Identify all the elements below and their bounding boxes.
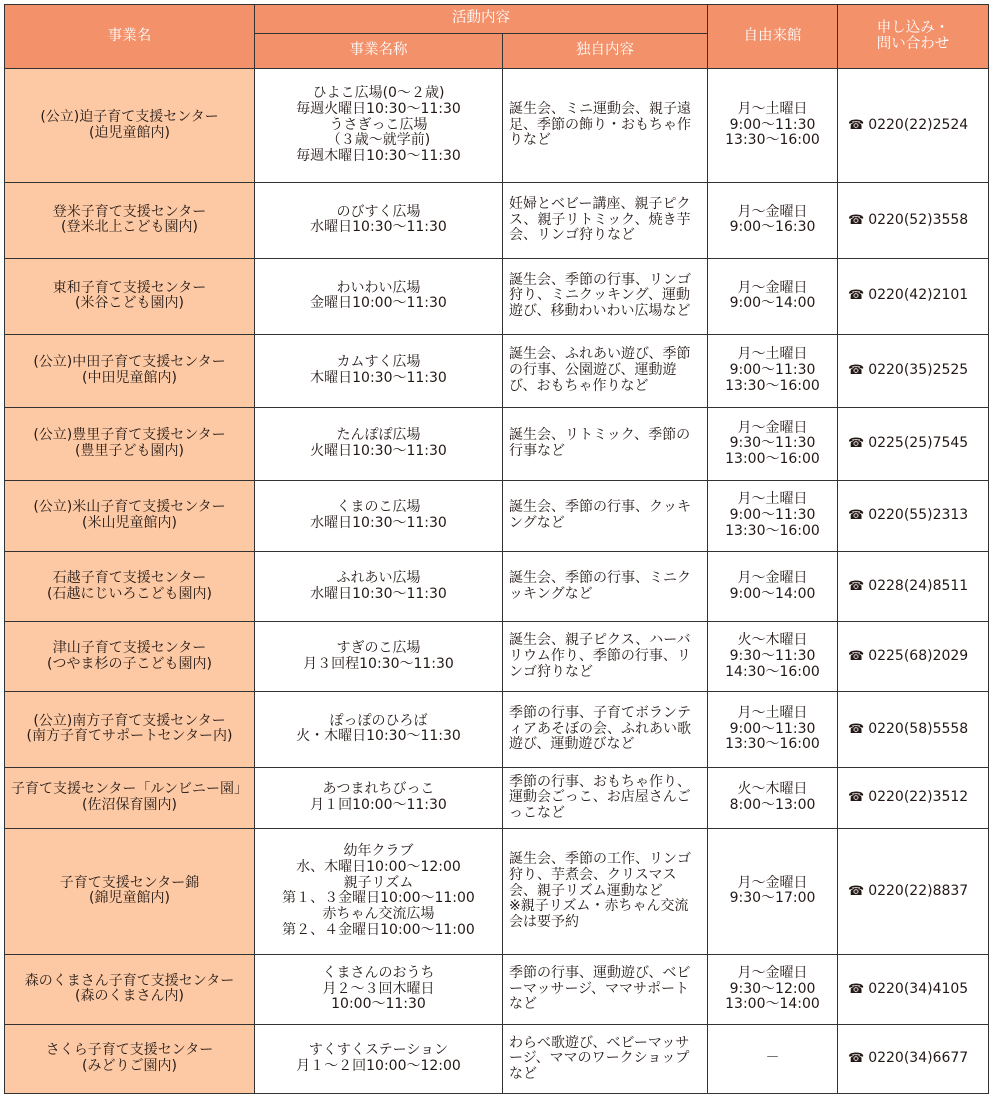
visit-hours-cell-line: 9:30～12:00 <box>729 980 816 997</box>
visit-hours-cell <box>708 692 838 768</box>
visit-hours-cell-line: 月～金曜日 <box>737 874 808 891</box>
phone-icon: ☎ <box>848 117 865 133</box>
phone-number: 0220(42)2101 <box>868 287 969 304</box>
org-name-cell-line: (公立)米山子育て支援センター <box>33 499 226 516</box>
visit-hours-cell-line: 月～金曜日 <box>737 419 808 436</box>
content-cell-line: 誕生会、ミニ運動会、親子遠足、季節の飾り・おもちゃ作りなど <box>509 101 691 149</box>
org-name-cell-line: 登米子育て支援センター <box>52 203 207 220</box>
visit-hours-cell-line: 13:30～16:00 <box>725 132 820 149</box>
org-name-cell-line: (みどりご園内) <box>82 1058 177 1075</box>
org-name-cell-line: (公立)南方子育て支援センター <box>33 712 226 729</box>
phone-number: 0220(55)2313 <box>868 507 969 523</box>
org-name-cell <box>5 692 255 768</box>
program-cell-line: すぎのこ広場 <box>336 640 421 657</box>
phone-number: 0220(35)2525 <box>868 362 969 379</box>
org-name-cell-line: (中田児童館内) <box>82 369 177 386</box>
visit-hours-cell-line: 月～土曜日 <box>737 491 808 508</box>
visit-hours-cell-line: 火～木曜日 <box>737 781 808 798</box>
org-name-cell-line: (登米北上こども園内) <box>61 219 198 236</box>
program-cell <box>255 1025 503 1094</box>
org-name-cell-line: 子育て支援センター錦 <box>59 874 200 891</box>
content-cell <box>503 1025 708 1094</box>
program-cell-line: うさぎっこ広場 <box>329 116 428 133</box>
program-cell-line: 第１、３金曜日10:00～11:00 <box>282 890 475 907</box>
phone-icon: ☎ <box>848 790 865 806</box>
org-name-cell-line: (石越にじいろこども園内) <box>47 585 212 602</box>
table-row <box>5 829 989 954</box>
visit-hours-cell-line: 月～土曜日 <box>737 704 808 721</box>
content-cell <box>503 551 708 622</box>
program-cell-line: 水曜日10:30～11:30 <box>310 219 447 236</box>
content-cell-line: 妊婦とベビー講座、親子ピクス、親子リトミック、焼き芋会、リンゴ狩りなど <box>509 195 691 244</box>
content-cell-line: 季節の行事、運動遊び、ベビーマッサージ、ママサポートなど <box>509 964 691 1013</box>
visit-hours-cell-line: 月～金曜日 <box>737 279 808 296</box>
org-name-cell-line: 津山子育て支援センター <box>52 640 207 657</box>
visit-hours-cell-line: 月～土曜日 <box>737 346 808 363</box>
content-cell-line: 誕生会、季節の行事、ミニクッキングなど <box>509 569 691 602</box>
org-name-cell-line: 東和子育て支援センター <box>52 279 207 296</box>
visit-hours-cell-line: 13:00～14:00 <box>725 996 820 1013</box>
program-cell-line: 赤ちゃん交流広場 <box>322 906 435 923</box>
table-row <box>5 954 989 1025</box>
table-row <box>5 183 989 259</box>
visit-hours-cell-line: 13:30～16:00 <box>725 377 820 394</box>
support-center-schedule-table <box>4 4 989 1094</box>
visit-hours-cell-line: 9:00～11:30 <box>729 362 816 379</box>
contact-cell <box>838 481 989 552</box>
visit-hours-cell <box>708 829 838 954</box>
contact-header-line: 問い合わせ <box>876 35 950 52</box>
visit-hours-cell-line: 13:00～16:00 <box>725 450 820 467</box>
org-name-cell-line: 子育て支援センター「ルンビニー園」 <box>10 781 249 798</box>
table-row <box>5 408 989 481</box>
org-name-cell-line: (森のくまさん内) <box>75 988 184 1005</box>
content-cell-line: 誕生会、季節の行事、リンゴ狩り、ミニクッキング、運動遊び、移動わいわい広場など <box>509 271 691 320</box>
contact-cell <box>838 258 989 334</box>
visit-hours-cell-line: 9:00～11:30 <box>729 720 816 737</box>
program-cell-line: 月１回10:00～11:30 <box>310 797 447 814</box>
content-cell <box>503 334 708 408</box>
table-row <box>5 767 989 829</box>
org-name-cell-line: (公立)中田子育て支援センター <box>33 354 226 371</box>
phone-number: 0220(34)6677 <box>868 1050 969 1067</box>
content-cell <box>503 408 708 481</box>
table-row <box>5 481 989 552</box>
org-name-cell-line: 森のくまさん子育て支援センター <box>24 972 235 989</box>
org-name-cell <box>5 183 255 259</box>
program-cell-line: わいわい広場 <box>336 279 421 296</box>
contact-header-line: 申し込み・ <box>876 19 950 36</box>
visit-hours-cell <box>708 954 838 1025</box>
free-visit-header: 自由来館 <box>708 5 838 69</box>
org-name-cell-line: (つやま杉の子こども園内) <box>47 655 212 672</box>
program-cell-line: 親子リズム <box>343 874 414 891</box>
visit-hours-cell-line: 9:30～11:30 <box>729 647 816 664</box>
org-name-cell <box>5 622 255 692</box>
program-cell-line: 水曜日10:30～11:30 <box>310 514 447 531</box>
program-cell-line: ひよこ広場(0～２歳) <box>312 85 445 102</box>
visit-hours-cell <box>708 767 838 829</box>
org-name-cell <box>5 69 255 183</box>
org-name-header: 事業名 <box>5 5 255 69</box>
phone-icon: ☎ <box>848 721 865 737</box>
program-cell <box>255 69 503 183</box>
table-row <box>5 334 989 408</box>
contact-cell <box>838 829 989 954</box>
program-name-header: 事業名称 <box>255 34 503 69</box>
program-cell-line: 金曜日10:00～11:30 <box>310 295 447 312</box>
contact-cell <box>838 1025 989 1094</box>
phone-number: 0220(22)3512 <box>868 789 969 806</box>
visit-hours-cell <box>708 1025 838 1094</box>
phone-number: 0220(22)2524 <box>868 116 969 133</box>
content-cell <box>503 829 708 954</box>
org-name-cell-line: (迫児童館内) <box>89 124 170 141</box>
content-cell-line: ※親子リズム・赤ちゃん交流会は要予約 <box>509 898 689 930</box>
phone-number: 0220(22)8837 <box>868 882 969 899</box>
org-name-cell <box>5 334 255 408</box>
program-cell-line: 木曜日10:30～11:30 <box>310 369 447 386</box>
phone-number: 0220(34)4105 <box>868 980 969 997</box>
content-cell-line: 誕生会、ふれあい遊び、季節の行事、公園遊び、運動遊び、おもちゃ作りなど <box>509 346 691 394</box>
contact-cell <box>838 692 989 768</box>
phone-icon: ☎ <box>848 883 865 899</box>
phone-icon: ☎ <box>848 212 865 228</box>
table-row <box>5 69 989 183</box>
program-cell <box>255 692 503 768</box>
phone-icon: ☎ <box>848 288 865 304</box>
program-cell-line: ぽっぽのひろば <box>329 712 428 729</box>
contact-cell <box>838 69 989 183</box>
program-cell <box>255 622 503 692</box>
content-cell-line: 季節の行事、おもちゃ作り、運動会ごっこ、お店屋さんごっこなど <box>509 773 691 821</box>
visit-hours-cell <box>708 258 838 334</box>
program-cell-line: カムすく広場 <box>336 354 421 371</box>
program-cell-line: （３歳～就学前) <box>326 132 431 149</box>
phone-icon: ☎ <box>848 508 865 523</box>
visit-hours-cell-line: 9:30～11:30 <box>729 435 816 452</box>
org-name-cell <box>5 1025 255 1094</box>
program-cell <box>255 829 503 954</box>
table-row <box>5 258 989 334</box>
content-cell-line: 季節の行事、子育てボランティアあそぼの会、ふれあい歌遊び、運動遊びなど <box>509 704 691 753</box>
content-cell <box>503 69 708 183</box>
table-row <box>5 692 989 768</box>
content-cell <box>503 183 708 259</box>
org-name-cell-line: (米谷こども園内) <box>75 295 184 312</box>
contact-cell <box>838 622 989 692</box>
contact-header <box>838 5 989 69</box>
org-name-cell <box>5 767 255 829</box>
program-cell <box>255 767 503 829</box>
table-row <box>5 551 989 622</box>
visit-hours-cell <box>708 481 838 552</box>
program-cell <box>255 183 503 259</box>
phone-icon: ☎ <box>848 578 865 594</box>
phone-number: 0220(52)3558 <box>868 211 969 228</box>
program-cell <box>255 334 503 408</box>
content-cell <box>503 622 708 692</box>
content-cell <box>503 954 708 1025</box>
table-row <box>5 1025 989 1094</box>
visit-hours-cell-line: 火～木曜日 <box>737 632 808 649</box>
activity-header: 活動内容 <box>255 5 708 34</box>
unique-content-header: 独自内容 <box>503 34 708 69</box>
program-cell-line: くまさんのおうち <box>322 964 435 981</box>
contact-cell <box>838 767 989 829</box>
program-cell-line: 毎週木曜日10:30～11:30 <box>296 148 461 165</box>
program-cell-line: のびすく広場 <box>336 203 421 220</box>
org-name-cell <box>5 954 255 1025</box>
contact-cell <box>838 551 989 622</box>
program-cell-line: すくすくステーション <box>308 1042 449 1059</box>
org-name-cell <box>5 551 255 622</box>
content-cell <box>503 767 708 829</box>
program-cell <box>255 258 503 334</box>
table-row <box>5 622 989 692</box>
visit-hours-cell <box>708 183 838 259</box>
org-name-cell-line: (錦児童館内) <box>89 890 170 907</box>
org-name-cell-line: (公立)豊里子育て支援センター <box>33 427 226 444</box>
contact-cell <box>838 408 989 481</box>
program-cell-line: たんぽぽ広場 <box>336 427 421 444</box>
content-cell-line: 誕生会、季節の工作、リンゴ狩り、芋煮会、クリスマス会、親子リズム運動など <box>509 851 691 899</box>
visit-hours-cell-line: 9:00～16:30 <box>729 219 816 236</box>
contact-cell <box>838 183 989 259</box>
program-cell-line: 月１～２回10:00～12:00 <box>296 1058 461 1075</box>
visit-hours-cell-line: 9:00～11:30 <box>729 116 816 133</box>
program-cell-line: 月２～３回木曜日 <box>322 980 435 997</box>
content-cell <box>503 692 708 768</box>
org-name-cell <box>5 829 255 954</box>
phone-icon: ☎ <box>848 981 865 997</box>
visit-hours-cell <box>708 334 838 408</box>
program-cell <box>255 954 503 1025</box>
program-cell-line: 10:00～11:30 <box>331 996 426 1013</box>
program-cell <box>255 481 503 552</box>
program-cell-line: 第２、４金曜日10:00～11:00 <box>282 921 475 938</box>
content-cell <box>503 258 708 334</box>
phone-icon: ☎ <box>848 363 865 379</box>
content-cell-line: 誕生会、季節の行事、クッキングなど <box>509 499 691 531</box>
visit-hours-cell-line: 8:00～13:00 <box>729 797 816 814</box>
contact-cell <box>838 334 989 408</box>
phone-number: 0225(25)7545 <box>868 435 969 452</box>
visit-hours-cell <box>708 622 838 692</box>
org-name-cell-line: 石越子育て支援センター <box>52 569 207 586</box>
phone-number: 0225(68)2029 <box>868 647 969 664</box>
visit-hours-cell-line: 13:30～16:00 <box>725 522 820 539</box>
org-name-cell <box>5 258 255 334</box>
visit-hours-cell-line: 9:00～14:00 <box>729 295 816 312</box>
table-header <box>5 5 989 69</box>
phone-icon: ☎ <box>848 1051 865 1067</box>
phone-icon: ☎ <box>848 648 865 664</box>
visit-hours-cell-line: 月～金曜日 <box>737 569 808 586</box>
content-cell <box>503 481 708 552</box>
org-name-cell-line: (豊里子ども園内) <box>75 443 184 460</box>
visit-hours-cell <box>708 408 838 481</box>
program-cell-line: 水、木曜日10:00～12:00 <box>296 859 461 876</box>
visit-hours-cell-line: 13:30～16:00 <box>725 736 820 753</box>
program-cell <box>255 551 503 622</box>
org-name-cell <box>5 481 255 552</box>
org-name-cell-line: (公立)迫子育て支援センター <box>40 108 219 125</box>
phone-number: 0220(58)5558 <box>868 720 969 737</box>
content-cell-line: 誕生会、リトミック、季節の行事など <box>509 427 691 460</box>
visit-hours-cell-line: 9:00～14:00 <box>729 585 816 602</box>
org-name-cell-line: (米山児童館内) <box>82 514 177 531</box>
program-cell-line: 月３回程10:30～11:30 <box>303 655 454 672</box>
visit-hours-cell-line: 9:30～17:00 <box>729 890 816 907</box>
phone-icon: ☎ <box>848 436 865 452</box>
visit-hours-cell-line: － <box>765 1050 780 1067</box>
org-name-cell-line: (南方子育てサポートセンター内) <box>26 728 233 745</box>
program-cell-line: 毎週火曜日10:30～11:30 <box>296 101 461 118</box>
table-body <box>5 69 989 1094</box>
phone-number: 0228(24)8511 <box>868 577 969 594</box>
org-name-cell-line: (佐沼保育園内) <box>82 797 177 814</box>
content-cell-line: わらべ歌遊び、ベビーマッサージ、ママのワークショップなど <box>509 1034 690 1082</box>
program-cell-line: 火・木曜日10:30～11:30 <box>296 728 461 745</box>
visit-hours-cell-line: 月～金曜日 <box>737 203 808 220</box>
visit-hours-cell-line: 月～金曜日 <box>737 964 808 981</box>
program-cell <box>255 408 503 481</box>
org-name-cell-line: さくら子育て支援センター <box>45 1042 214 1059</box>
org-name-cell <box>5 408 255 481</box>
program-cell-line: 火曜日10:30～11:30 <box>310 443 447 460</box>
program-cell-line: あつまれちびっこ <box>322 781 435 798</box>
visit-hours-cell <box>708 551 838 622</box>
contact-cell <box>838 954 989 1025</box>
program-cell-line: 幼年クラブ <box>343 843 414 860</box>
program-cell-line: ふれあい広場 <box>336 569 421 586</box>
visit-hours-cell <box>708 69 838 183</box>
visit-hours-cell-line: 9:00～11:30 <box>729 507 816 523</box>
program-cell-line: くまのこ広場 <box>336 499 421 516</box>
content-cell-line: 誕生会、親子ピクス、ハーバリウム作り、季節の行事、リンゴ狩りなど <box>509 632 691 680</box>
program-cell-line: 水曜日10:30～11:30 <box>310 585 447 602</box>
visit-hours-cell-line: 14:30～16:00 <box>725 663 820 680</box>
visit-hours-cell-line: 月～土曜日 <box>737 101 808 118</box>
